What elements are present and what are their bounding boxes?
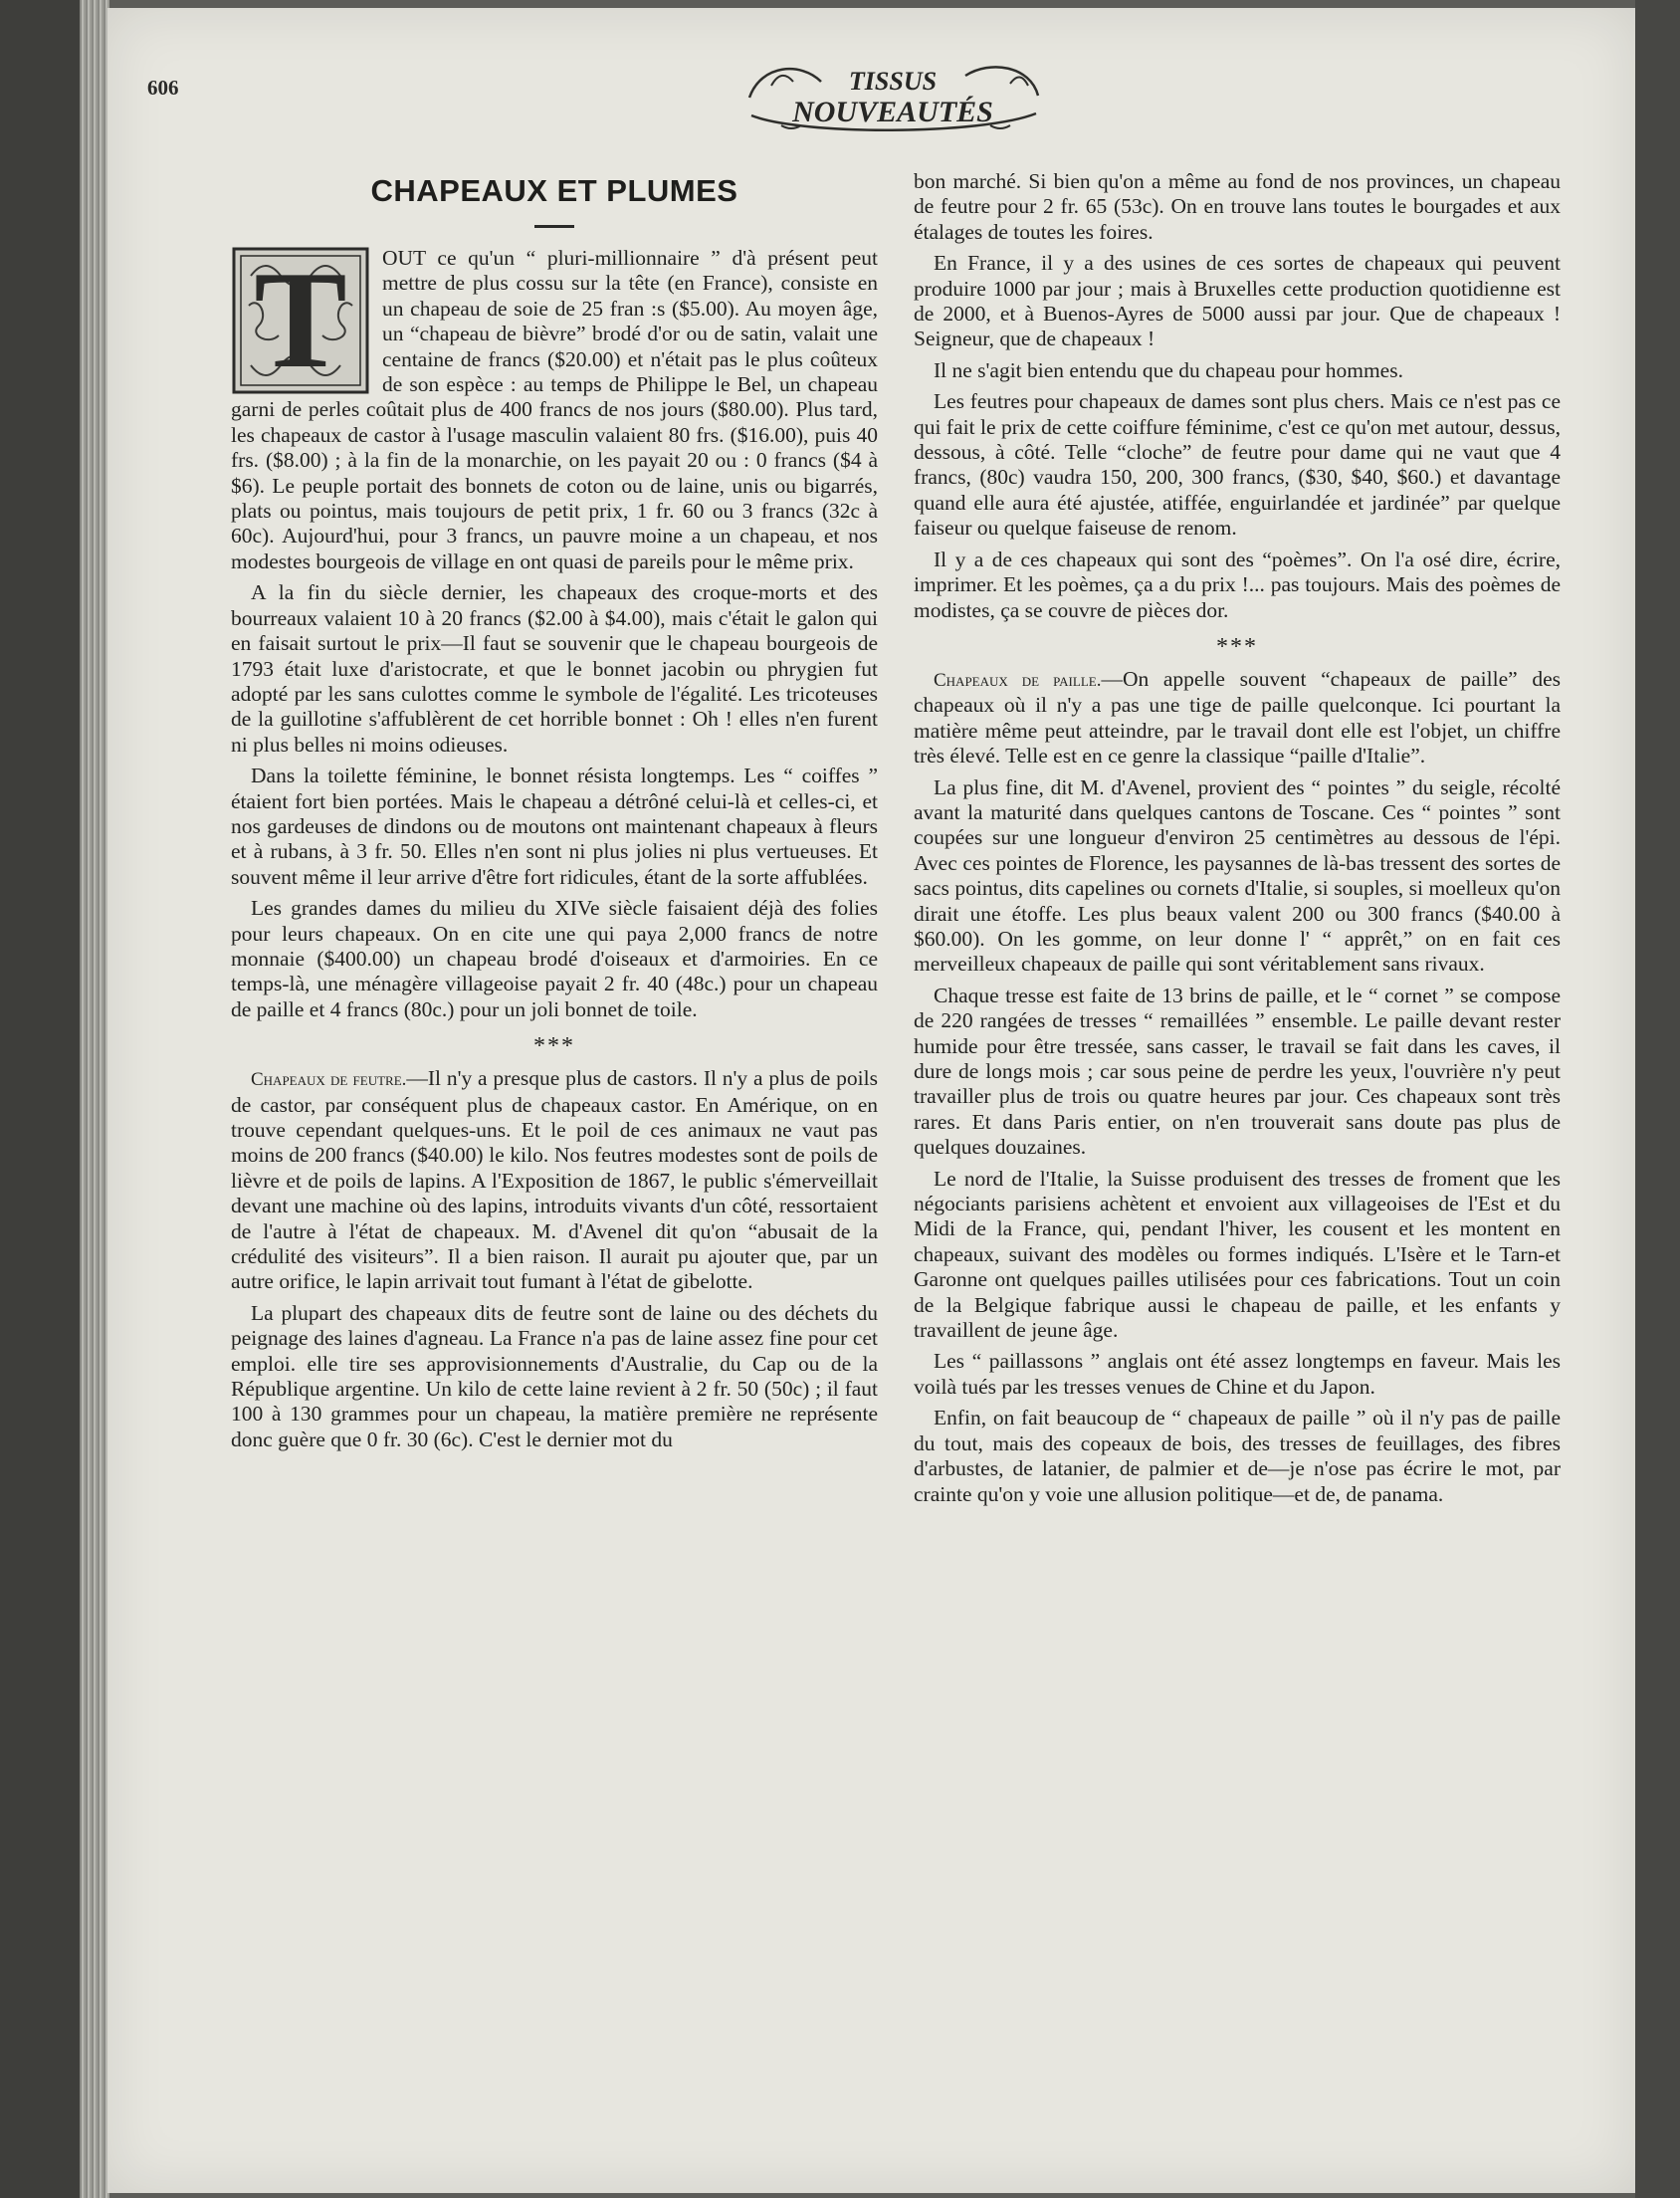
- paragraph: Le nord de l'Italie, la Suisse produisent des tresses de froment que les négociants parisiens achètent et envoient aux villageoises de l'Est et du Midi de la France, qui, pendant l'hiver, les cousent et les montent en chapeaux, suivant des modèles ou formes indiqués. L'Isère et le Tarn-et Garonne ont quelques pailles utilisées pour ces fabrications. Tout un coin de la Belgique fabrique aussi le chapeau de paille, et les enfants y travaillent de jeune âge.: [914, 1166, 1561, 1343]
- book-gutter-shadow: [0, 0, 80, 2198]
- paragraph: Chaque tresse est faite de 13 brins de paille, et le “ cornet ” se compose de 220 rangées de tresses “ remaillées ” ensemble. Le paille devant rester humide pour être tressée, sans casser, le travail se fait dans les caves, il dure de longs mois ; car sous peine de perdre les yeux, l'ouvrière n'y peut travailler plus de trois ou quatre heures par jour. Ces chapeaux sont très rares. Et dans Paris entier, on n'en trouverait sans doute pas plus de quelques douzaines.: [914, 983, 1561, 1160]
- paragraph-text: —Il n'y a presque plus de castors. Il n'y a plus de poils de castor, par conséquent plus de chapeaux castor. En Amérique, on en trouve cependant quelques-uns. Et le poil de ces animaux ne vaut pas moins de 200 francs ($40.00) le kilo. Nos feutres modestes sont de poils de lièvre et de poils de lapins. A l'Exposition de 1867, le public s'émerveillait devant une machine où des lapins, introduits vivants d'un côté, ressortaient de l'autre à l'état de chapeaux. M. d'Avenel dit qu'on “abusait de la crédulité des visiteurs”. Il a bien raison. Il aurait pu ajouter que, par un autre orifice, le lapin arrivait tout fumant à l'état de gibelotte.: [231, 1066, 878, 1294]
- masthead-logo: [741, 56, 1045, 137]
- paragraph-paille-intro: [914, 667, 1561, 769]
- article-title: CHAPEAUX ET PLUMES: [370, 173, 738, 208]
- section-heading-feutre: Chapeaux de feutre.: [251, 1069, 407, 1091]
- right-column: [914, 169, 1561, 1513]
- paragraph: bon marché. Si bien qu'on a même au fond de nos provinces, un chapeau de feutre pour 2 fr. 65 (53c). On en trouve lans toutes le bourgades et aux étalages de toutes les foires.: [914, 169, 1561, 244]
- paragraph: Il y a de ces chapeaux qui sont des “poèmes”. On l'a osé dire, écrire, imprimer. Et les poèmes, ça a du prix !... pas toujours. Mais des poèmes de modistes, ça se couvre de pièces dor.: [914, 547, 1561, 622]
- left-column: [231, 169, 878, 1458]
- masthead-text-1: TISSUS: [848, 67, 938, 96]
- dropcap: [231, 243, 370, 397]
- paragraph-feutre-intro: [231, 1066, 878, 1295]
- section-heading-paille: Chapeaux de paille.: [934, 669, 1102, 691]
- paragraph: La plupart des chapeaux dits de feutre sont de laine ou des déchets du peignage des laines d'agneau. La France n'a pas de laine assez fine pour cet emploi. elle tire ses approvisionnements d'Australie, du Cap ou de la République argentine. Un kilo de cette laine revient à 2 fr. 50 (50c) ; il faut 100 à 130 grammes pour un chapeau, la matière première ne représente donc guère que 0 fr. 30 (6c). C'est le dernier mot du: [231, 1300, 878, 1451]
- paragraph: A la fin du siècle dernier, les chapeaux des croque-morts et des bourreaux valaient 10 à 20 francs ($2.00 à $4.00), mais c'était le galon qui en faisait surtout le prix—Il faut se souvenir que le chapeau bourgeois de 1793 était luxe d'aristocrate, et que le bonnet jacobin ou phrygien fut adopté par les sans culottes comme le symbole de l'égalité. Les tricoteuses de la guillotine s'affublèrent de cet horrible bonnet : Oh ! elles n'en furent ni plus belles ni moins odieuses.: [231, 580, 878, 757]
- masthead-text-2: NOUVEAUTÉS: [792, 96, 993, 128]
- paragraph: En France, il y a des usines de ces sortes de chapeaux qui peuvent produire 1000 par jour ; mais à Bruxelles cette production quotidienne est de 2000, et à Buenos-Ayres de 5000 aussi par jour. Que de chapeaux ! Seigneur, que de chapeaux !: [914, 251, 1561, 351]
- paragraph: Il ne s'agit bien entendu que du chapeau pour hommes.: [934, 357, 1403, 382]
- dropcap-letter: T: [254, 243, 347, 397]
- paragraph: La plus fine, dit M. d'Avenel, provient des “ pointes ” du seigle, récolté avant la maturité dans quelques cantons de Toscane. Ces “ pointes ” sont coupées sur une longueur d'environ 25 centimètres au dessous de l'épi. Avec ces pointes de Florence, les paysannes de là-bas tressent des sortes de sacs pointus, dits capelines ou cornets d'Italie, si souples, si moelleux qu'on dirait une étoffe. Les plus beaux valent 200 ou 300 francs ($40.00 à $60.00). On les gomme, on leur donne l' “ apprêt,” on en fait ces merveilleux chapeaux de paille qui sont véritablement sans rivaux.: [914, 774, 1561, 977]
- section-separator-stars: ***: [533, 1033, 575, 1060]
- paragraph: Les “ paillassons ” anglais ont été assez longtemps en faveur. Mais les voilà tués par les tresses venues de Chine et du Japon.: [914, 1349, 1561, 1399]
- page-number: 606: [147, 76, 179, 100]
- paragraph-text: —On appelle souvent “chapeaux de paille” des chapeaux où il n'y a pas une tige de paille quelconque. Ici pourtant la matière même peut atteindre, par le travail dont elle est l'objet, un chiffre très élevé. Telle est en ce genre la classique “paille d'Italie”.: [914, 666, 1561, 769]
- scan-background-right: [1635, 0, 1680, 2198]
- title-rule: [534, 225, 574, 228]
- paragraph: Les grandes dames du milieu du XIVe siècle faisaient déjà des folies pour leurs chapeaux. On en cite une qui paya 2,000 francs de notre monnaie ($400.00) un chapeau brodé d'oiseaux et d'armoiries. En ce temps-là, une ménagère villageoise payait 2 fr. 40 (48c.) pour un chapeau de paille et 4 francs (80c.) pour un joli bonnet de toile.: [231, 896, 878, 1021]
- masthead-ornament: [741, 56, 1045, 137]
- paragraph: Dans la toilette féminine, le bonnet résista longtemps. Les “ coiffes ” étaient fort bien portées. Mais le chapeau a détrôné celui-là et celles-ci, et nos gardeuses de dindons ou de moutons ont maintenant chapeaux à fleurs et à rubans, à 3 fr. 50. Elles n'en sont ni plus jolies ni plus vertueuses. Et souvent même il leur arrive d'être fort ridicules, étant de la sorte affublées.: [231, 764, 878, 889]
- section-separator-stars: ***: [1216, 633, 1258, 660]
- paragraph: OUT ce qu'un “ pluri-millionnaire ” d'à présent peut mettre de plus cossu sur la tête (en France), consiste en un chapeau de soie de 25 fran :s ($5.00). Au moyen âge, un “chapeau de bièvre” brodé d'or ou de satin, valait une centaine de francs ($20.00) et n'était pas le plus coûteux de son espèce : au temps de Philippe le Bel, un chapeau garni de perles coûtait plus de 400 francs de nos jours ($80.00). Plus tard, les chapeaux de castor à l'usage masculin valaient 80 frs. ($16.00), puis 40 frs. ($8.00) ; à la fin de la monarchie, on les payait 20 ou : 0 francs ($4 à $6). Le peuple portait des bonnets de coton ou de laine, unis ou bigarrés, plats ou pointus, mais toujours de petit prix, 1 fr. 60 ou 3 francs (32c à 60c). Aujourd'hui, pour 3 francs, un pauvre moine a un chapeau, et nos modestes bourgeois de village en ont quasi de pareils pour le même prix.: [231, 246, 878, 573]
- page-stack-edge: [80, 0, 109, 2198]
- paragraph: Les feutres pour chapeaux de dames sont plus chers. Mais ce n'est pas ce qui fait le prix de cette coiffure féminime, c'est ce qu'on met autour, dessus, dessous, à côté. Telle “cloche” de feutre pour dame qui ne vaut que 4 francs, (80c) vaudra 150, 200, 300 francs, ($30, $40, $60.) et davantage quand elle aura été ajustée, atiffée, enguirlandée et jardinée” par quelque faiseur ou quelque faiseuse de renom.: [914, 389, 1561, 541]
- paragraph: Enfin, on fait beaucoup de “ chapeaux de paille ” où il n'y pas de paille du tout, mais des copeaux de bois, des tresses de feuillages, des fibres d'arbustes, de latanier, de palmier et de—je n'ose pas écrire le mot, par crainte qu'on y voie une allusion politique—et de, de panama.: [914, 1406, 1561, 1506]
